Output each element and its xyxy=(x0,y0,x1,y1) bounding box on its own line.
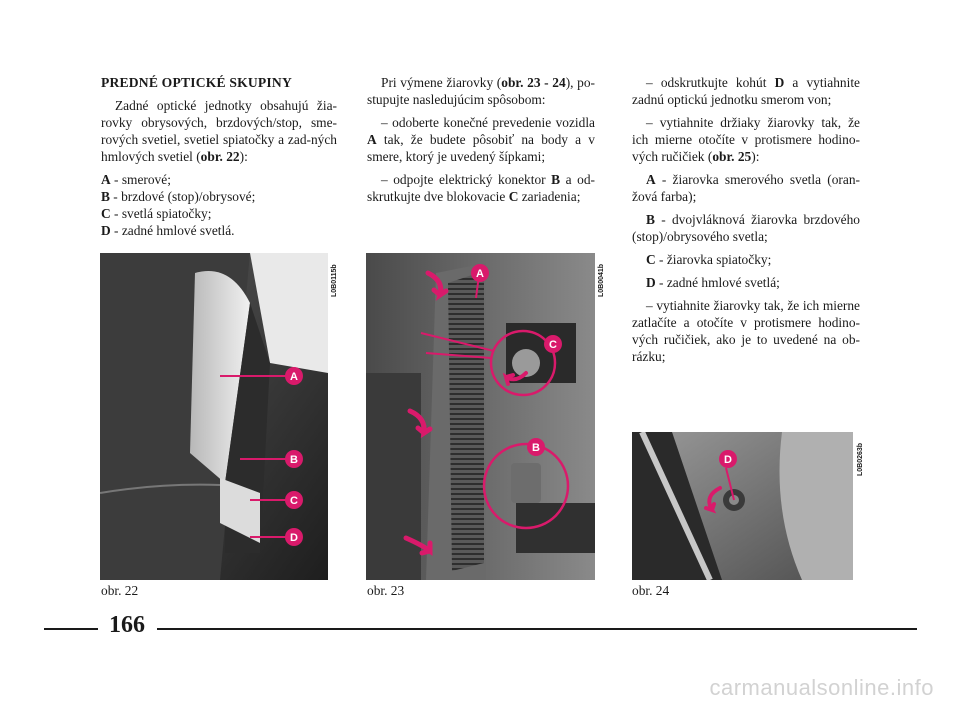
callout-label: B xyxy=(290,454,298,466)
figure-22-caption: obr. 22 xyxy=(101,583,139,598)
callout-label: C xyxy=(290,495,298,507)
legend-item: D - zadné hmlové svetlá; xyxy=(646,275,780,290)
intro-paragraph: Zadné optické jednotky obsahujú žia-rovky obrysových, brzdových/stop, sme-rových svetiel, svetiel spiatočky a zad-ných hmlových svetiel (obr. 22): xyxy=(101,98,337,164)
callout-label: A xyxy=(476,268,484,280)
figure-24-code: L0B0263b xyxy=(857,442,864,476)
figure-22-photo xyxy=(100,253,328,580)
paragraph: Pri výmene žiarovky (obr. 23 - 24), po-stupujte nasledujúcim spôsobom: xyxy=(367,75,595,107)
page-number: 166 xyxy=(109,612,145,638)
footer-rule-left xyxy=(44,628,98,630)
legend-item: C - svetlá spiatočky; xyxy=(101,206,212,221)
figure-23-code: L0B0041b xyxy=(598,263,605,297)
figure-reference: obr. 25 xyxy=(712,149,752,164)
callout-label: C xyxy=(549,339,557,351)
rotate-arrow-icon xyxy=(506,373,526,384)
callout-label: D xyxy=(290,532,298,544)
legend-item: B - brzdové (stop)/obrysové; xyxy=(101,189,256,204)
paragraph: – vytiahnite držiaky žiarovky tak, že ich mierne otočíte v protismere hodino-vých ručičiek (obr. 25): xyxy=(632,115,860,164)
arrow-icon xyxy=(410,411,430,433)
arrow-icon xyxy=(406,538,430,553)
figure-24-photo xyxy=(632,432,853,580)
legend-item: A - smerové; xyxy=(101,172,171,187)
legend-item: B - dvojvláknová žiarovka brzdového (stop)/obrysového svetla; xyxy=(632,212,860,244)
detail-circle-b xyxy=(484,444,568,528)
paragraph: – odskrutkujte kohút D a vytiahnite zadnú optickú jednotku smerom von; xyxy=(632,75,860,107)
legend-item: A - žiarovka smerového svetla (oran-žová farba); xyxy=(632,172,860,204)
figure-23-caption: obr. 23 xyxy=(367,583,405,598)
callout-label: A xyxy=(290,371,298,383)
right-column xyxy=(632,74,860,371)
figure-22-code: L0B0115b xyxy=(331,264,338,297)
arrow-icon xyxy=(428,273,446,295)
section-heading: PREDNÉ OPTICKÉ SKUPINY xyxy=(101,75,292,90)
paragraph: – odoberte konečné prevedenie vozidla A tak, že budete pôsobiť na body a v smere, ktorý je uvedený šípkami; xyxy=(367,115,595,164)
watermark: carmanualsonline.info xyxy=(709,675,934,700)
rotate-arrow-icon xyxy=(706,488,720,510)
figure-23-photo xyxy=(366,253,595,580)
paragraph: – odpojte elektrický konektor B a od-skrutkujte dve blokovacie C zariadenia; xyxy=(367,172,595,204)
callout-label: D xyxy=(724,454,732,466)
middle-column xyxy=(367,74,595,211)
paragraph: – vytiahnite žiarovky tak, že ich mierne zatlačíte a otočíte v protismere hodino-vých ručičiek, ako je to uvedené na ob-rázku; xyxy=(632,298,860,364)
figure-24-caption: obr. 24 xyxy=(632,583,670,598)
figure-reference: obr. 23 - 24 xyxy=(501,75,566,90)
legend-item: C - žiarovka spiatočky; xyxy=(646,252,772,267)
callout-label: B xyxy=(532,442,540,454)
figure-reference: obr. 22 xyxy=(200,149,240,164)
figure-24-callouts xyxy=(632,432,853,580)
footer-rule-right xyxy=(157,628,917,630)
left-column xyxy=(101,74,337,239)
figure-23-callouts xyxy=(366,253,595,580)
legend-item: D - zadné hmlové svetlá. xyxy=(101,223,235,238)
figure-22-callouts xyxy=(100,253,328,580)
